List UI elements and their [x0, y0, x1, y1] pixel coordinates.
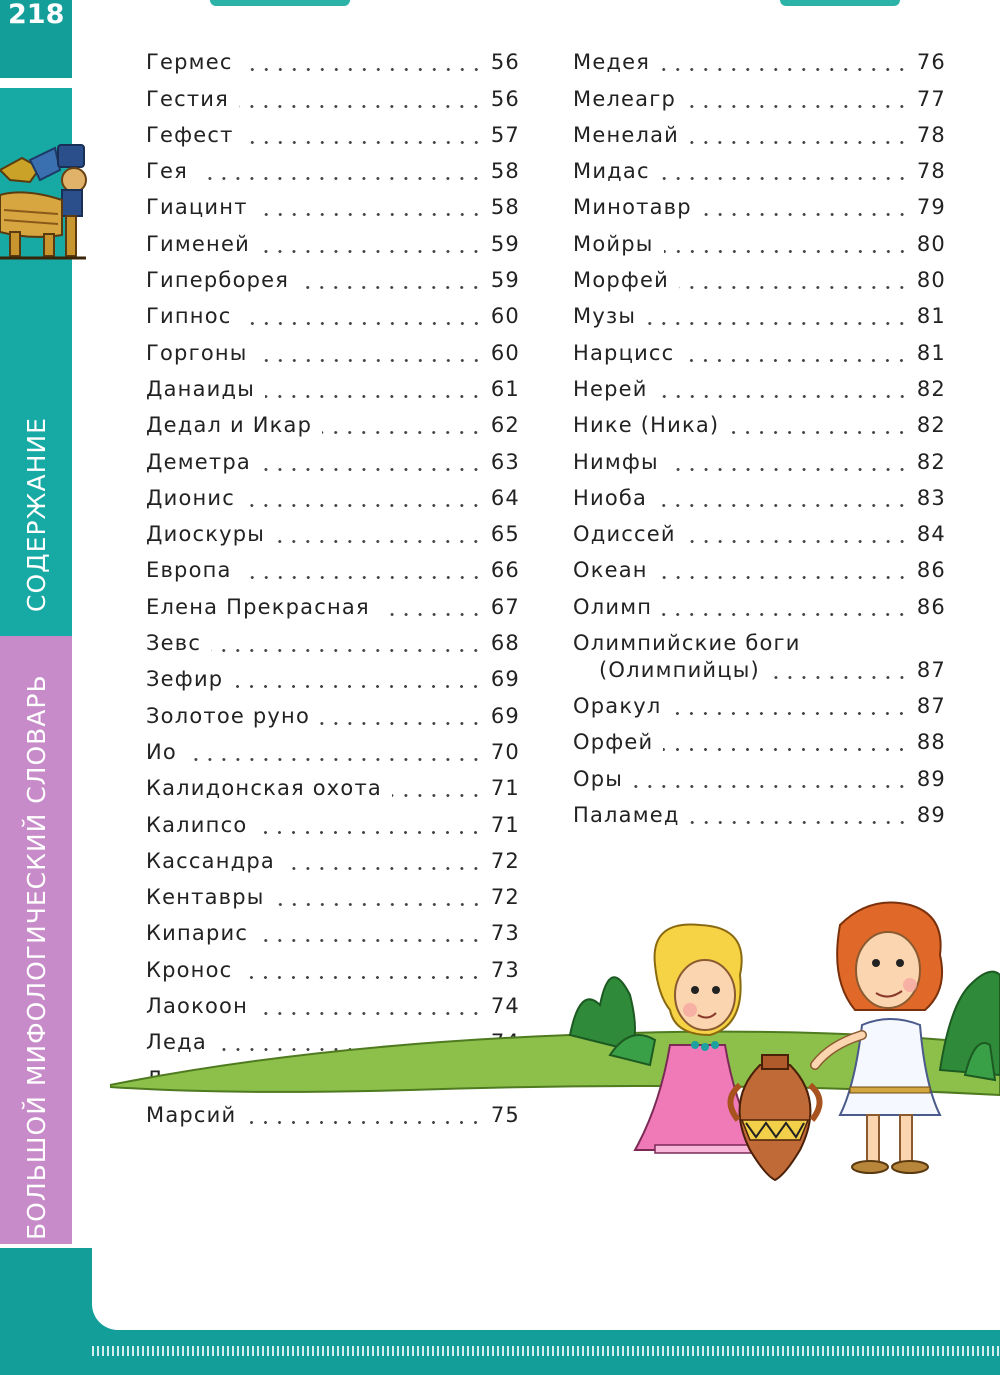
dot-leader	[658, 576, 909, 579]
toc-entry-page: 73	[490, 957, 520, 982]
toc-entry-page: 56	[490, 50, 520, 75]
toc-entry-page: 77	[916, 86, 946, 111]
dot-leader	[669, 468, 909, 471]
dot-leader	[770, 676, 909, 679]
toc-entry[interactable]	[573, 371, 946, 407]
toc-entry-name: Европа	[146, 558, 232, 583]
toc-entry-name: Калидонская охота	[146, 776, 382, 801]
toc-entry-name: Гиперборея	[146, 268, 290, 293]
dot-leader	[265, 395, 483, 398]
spine-section-title: СОДЕРЖАНИЕ	[22, 417, 51, 612]
toc-entry-name: Гименей	[146, 231, 250, 256]
toc-entry-name: Орфей	[573, 730, 654, 755]
toc-entry-page: 74	[490, 994, 520, 1019]
dot-leader	[679, 286, 909, 289]
toc-entry-name: Одиссей	[573, 522, 676, 547]
dot-leader	[380, 613, 483, 616]
dot-leader	[392, 794, 483, 797]
toc-entry[interactable]	[573, 407, 946, 443]
toc-entry[interactable]	[573, 262, 946, 298]
toc-entry[interactable]	[573, 117, 946, 153]
toc-entry-page: 87	[916, 657, 946, 682]
dot-leader	[684, 359, 908, 362]
dot-leader	[198, 177, 483, 180]
dot-leader	[244, 141, 483, 144]
dot-leader	[258, 359, 483, 362]
toc-entry[interactable]	[146, 552, 520, 588]
dot-leader	[729, 431, 909, 434]
toc-entry[interactable]	[146, 334, 520, 370]
toc-entry[interactable]	[146, 770, 520, 806]
dot-leader	[243, 68, 483, 71]
dot-leader	[686, 105, 909, 108]
toc-entry-page: 60	[490, 340, 520, 365]
toc-entry-name: Гермес	[146, 50, 233, 75]
toc-entry-name-continued: (Олимпийцы)	[599, 657, 760, 682]
toc-entry-page: 69	[490, 667, 520, 692]
toc-entry-page: 87	[916, 694, 946, 719]
dot-leader	[702, 213, 909, 216]
toc-entry-page: 75	[490, 1102, 520, 1127]
toc-entry-name: Елена Прекрасная	[146, 594, 370, 619]
toc-entry[interactable]	[573, 724, 946, 760]
toc-entry[interactable]	[573, 552, 946, 588]
toc-entry[interactable]	[573, 334, 946, 370]
dot-leader	[657, 504, 909, 507]
toc-entry-page: 68	[490, 631, 520, 656]
dot-leader	[690, 821, 909, 824]
toc-entry-page: 86	[916, 594, 946, 619]
toc-entry-name: Олимп	[573, 594, 653, 619]
dot-leader	[299, 286, 483, 289]
dot-leader	[320, 722, 483, 725]
toc-entry[interactable]	[573, 588, 946, 624]
toc-entry-name: Зефир	[146, 667, 224, 692]
toc-entry[interactable]	[146, 443, 520, 479]
toc-entry-name: Мойры	[573, 231, 654, 256]
toc-entry-name: Оракул	[573, 694, 662, 719]
toc-entry[interactable]	[146, 153, 520, 189]
toc-entry[interactable]	[573, 480, 946, 516]
toc-entry-page: 76	[916, 50, 946, 75]
toc-entry-page: 82	[916, 449, 946, 474]
toc-entry-name: Деметра	[146, 449, 251, 474]
toc-entry[interactable]	[146, 697, 520, 733]
dot-leader	[257, 831, 483, 834]
toc-entry-name: Нерей	[573, 376, 648, 401]
toc-entry-page: 81	[916, 304, 946, 329]
toc-entry-name: Паламед	[573, 802, 680, 827]
toc-entry-name: Диоскуры	[146, 522, 266, 547]
toc-entry-name: Кассандра	[146, 848, 275, 873]
toc-entry-name: Дедал и Икар	[146, 413, 313, 438]
toc-entry[interactable]	[146, 407, 520, 443]
dot-leader	[258, 213, 483, 216]
toc-entry-page: 60	[490, 304, 520, 329]
dot-leader	[260, 250, 483, 253]
toc-entry[interactable]	[146, 516, 520, 552]
dot-leader	[239, 105, 483, 108]
toc-entry-name: Океан	[573, 558, 648, 583]
toc-entry-name: Медея	[573, 50, 651, 75]
toc-entry-page: 80	[916, 231, 946, 256]
dot-leader	[662, 613, 909, 616]
toc-entry-page: 89	[916, 802, 946, 827]
toc-entry[interactable]	[573, 298, 946, 334]
toc-entry[interactable]	[573, 44, 946, 80]
toc-entry-page: 70	[490, 739, 520, 764]
lamassu-emblem-icon	[0, 140, 92, 270]
toc-entry[interactable]	[146, 298, 520, 334]
toc-entry-name: Нарцисс	[573, 340, 675, 365]
toc-entry-name: Данаиды	[146, 376, 256, 401]
dot-leader	[671, 712, 908, 715]
top-decoration-right	[780, 0, 900, 6]
toc-entry[interactable]	[146, 189, 520, 225]
dot-leader	[658, 395, 909, 398]
toc-entry-page: 88	[916, 730, 946, 755]
dot-leader	[660, 177, 909, 180]
dot-leader	[275, 540, 483, 543]
toc-entry-page: 72	[490, 848, 520, 873]
toc-entry-name: Кентавры	[146, 885, 265, 910]
toc-entry-name: Марсий	[146, 1102, 237, 1127]
toc-entry-name: Музы	[573, 304, 637, 329]
toc-entry-page: 71	[490, 776, 520, 801]
toc-entry[interactable]	[573, 80, 946, 116]
toc-entry-name: Менелай	[573, 122, 680, 147]
page-number: 218	[0, 0, 72, 78]
toc-entry-page: 65	[490, 522, 520, 547]
toc-entry-name: Ио	[146, 739, 177, 764]
toc-entry-name: Минотавр	[573, 195, 692, 220]
toc-entry-name: Гестия	[146, 86, 229, 111]
toc-column-right	[573, 44, 946, 833]
toc-entry[interactable]	[573, 225, 946, 261]
toc-entry[interactable]	[573, 153, 946, 189]
toc-entry-page: 86	[916, 558, 946, 583]
dot-leader	[285, 867, 483, 870]
toc-entry-page: 71	[490, 812, 520, 837]
dot-leader	[664, 250, 909, 253]
bottom-stitch-decoration	[92, 1346, 1000, 1356]
toc-entry-page: 81	[916, 340, 946, 365]
toc-entry-name: Дионис	[146, 485, 236, 510]
dot-leader	[261, 468, 483, 471]
toc-entry-page: 78	[916, 159, 946, 184]
toc-entry[interactable]	[573, 443, 946, 479]
toc-entry[interactable]	[146, 262, 520, 298]
toc-entry-page: 58	[490, 195, 520, 220]
toc-entry-name: Гиацинт	[146, 195, 248, 220]
toc-entry-name: Нике (Ника)	[573, 413, 720, 438]
dot-leader	[242, 576, 483, 579]
toc-entry-page: 84	[916, 522, 946, 547]
toc-entry-name: Оры	[573, 766, 624, 791]
toc-entry-page: 73	[490, 921, 520, 946]
toc-entry-name: Гефест	[146, 122, 234, 147]
toc-entry-name: Морфей	[573, 268, 670, 293]
toc-entry-page: 72	[490, 885, 520, 910]
dot-leader	[211, 649, 483, 652]
toc-entry-page: 78	[916, 122, 946, 147]
toc-entry[interactable]	[146, 625, 520, 661]
toc-entry[interactable]	[146, 80, 520, 116]
dot-leader	[633, 785, 909, 788]
toc-entry-name: Мелеагр	[573, 86, 677, 111]
toc-entry-name: Кипарис	[146, 921, 249, 946]
toc-entry-page: 59	[490, 231, 520, 256]
toc-entry-name: Олимпийские боги	[573, 630, 801, 655]
dot-leader	[187, 758, 483, 761]
toc-entry-name: Кронос	[146, 957, 233, 982]
spine-book-title: БОЛЬШОЙ МИФОЛОГИЧЕСКИЙ СЛОВАРЬ	[22, 674, 51, 1240]
toc-entry-page: 66	[490, 558, 520, 583]
bottom-page-edge	[92, 1248, 1000, 1330]
toc-entry[interactable]	[146, 480, 520, 516]
dot-leader	[686, 540, 909, 543]
dot-leader	[646, 322, 909, 325]
toc-entry-page: 83	[916, 485, 946, 510]
toc-entry-name: Мидас	[573, 159, 650, 184]
toc-entry[interactable]	[573, 797, 946, 833]
dot-leader	[689, 141, 909, 144]
toc-entry-page: 57	[490, 122, 520, 147]
toc-entry[interactable]	[146, 225, 520, 261]
top-decoration-left	[210, 0, 350, 6]
dot-leader	[322, 431, 483, 434]
toc-entry[interactable]	[146, 117, 520, 153]
toc-entry-page: 80	[916, 268, 946, 293]
dot-leader	[242, 322, 483, 325]
toc-entry-page: 79	[916, 195, 946, 220]
toc-entry-page: 82	[916, 376, 946, 401]
toc-entry-name: Леда	[146, 1030, 207, 1055]
toc-entry-page: 89	[916, 766, 946, 791]
toc-entry-page: 58	[490, 159, 520, 184]
toc-entry-name: Нимфы	[573, 449, 659, 474]
toc-entry-page: 67	[490, 594, 520, 619]
toc-entry[interactable]	[573, 189, 946, 225]
toc-entry[interactable]	[146, 371, 520, 407]
toc-entry-name: Горгоны	[146, 340, 248, 365]
toc-entry-page: 82	[916, 413, 946, 438]
toc-entry[interactable]	[146, 44, 520, 80]
toc-entry-page: 64	[490, 485, 520, 510]
toc-entry[interactable]	[146, 661, 520, 697]
dot-leader	[660, 68, 909, 71]
toc-entry-name: Гипнос	[146, 304, 232, 329]
toc-entry-name: Гея	[146, 159, 188, 184]
toc-entry[interactable]	[573, 516, 946, 552]
dot-leader	[233, 685, 483, 688]
dot-leader	[245, 504, 483, 507]
toc-entry-name: Калипсо	[146, 812, 248, 837]
toc-entry[interactable]	[146, 588, 520, 624]
toc-entry-name: Ниоба	[573, 485, 648, 510]
children-with-amphora-illustration	[110, 895, 1000, 1200]
toc-entry-page: 61	[490, 376, 520, 401]
toc-entry[interactable]	[146, 806, 520, 842]
toc-entry-page: 69	[490, 703, 520, 728]
toc-entry-page: 59	[490, 268, 520, 293]
toc-entry-name: Зевс	[146, 631, 202, 656]
toc-entry-page: 56	[490, 86, 520, 111]
toc-entry[interactable]	[573, 625, 946, 688]
toc-entry[interactable]	[146, 843, 520, 879]
toc-entry[interactable]	[146, 734, 520, 770]
dot-leader	[663, 748, 908, 751]
toc-entry[interactable]	[573, 760, 946, 796]
toc-entry-name: Золотое руно	[146, 703, 310, 728]
toc-entry-page: 62	[490, 413, 520, 438]
toc-entry[interactable]	[573, 688, 946, 724]
toc-entry-page: 63	[490, 449, 520, 474]
toc-entry-name: Лаокоон	[146, 994, 249, 1019]
